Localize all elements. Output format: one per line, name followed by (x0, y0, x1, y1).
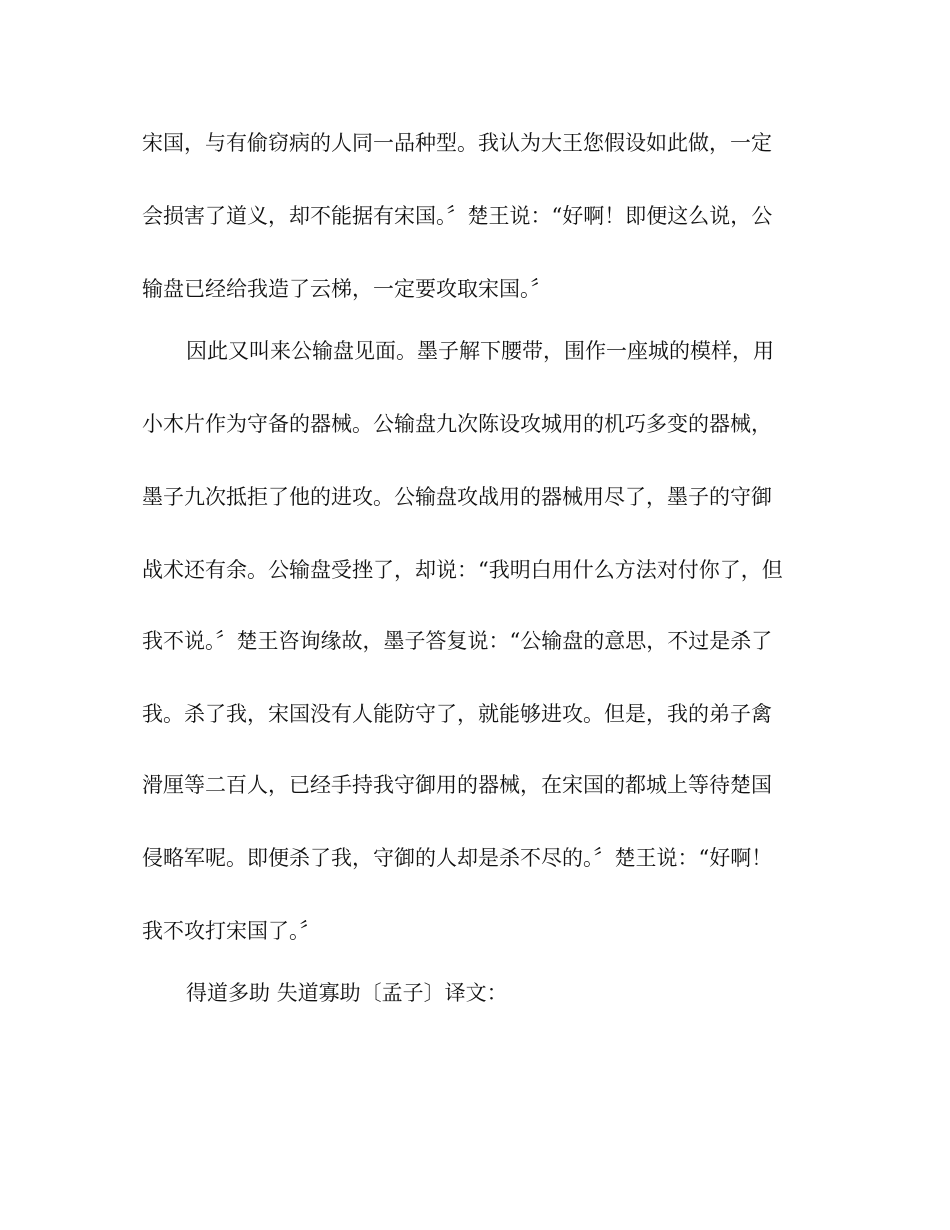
paragraph-start-line: 因此又叫来公输盘见面。墨子解下腰带，围作一座城的模样，用 (186, 339, 774, 363)
text-line-8: 我不说。〞楚王咨询缘故，墨子答复说：“公输盘的意思，不过是杀了 (142, 629, 773, 653)
section-heading: 得道多助 失道寡助〔孟子〕译文： (186, 981, 508, 1005)
text-line-12: 我不攻打宋国了。〞 (142, 919, 321, 943)
text-line-2: 会损害了道义，却不能据有宋国。〞楚王说：“好啊！即便这么说，公 (142, 204, 773, 228)
text-line-1: 宋国，与有偷窃病的人同一品种型。我认为大王您假设如此做，一定 (142, 131, 772, 155)
text-line-6: 墨子九次抵拒了他的进攻。公输盘攻战用的器械用尽了，墨子的守御 (142, 485, 772, 509)
text-line-3: 输盘已经给我造了云梯，一定要攻取宋国。〞 (142, 277, 552, 301)
text-line-11: 侵略军呢。即便杀了我，守御的人却是杀不尽的。〞楚王说：“好啊！ (142, 846, 773, 870)
text-line-10: 滑厘等二百人，已经手持我守御用的器械，在宋国的都城上等待楚国 (142, 773, 772, 797)
text-line-5: 小木片作为守备的器械。公输盘九次陈设攻城用的机巧多变的器械， (142, 412, 772, 436)
text-line-7: 战术还有余。公输盘受挫了，却说：“我明白用什么方法对付你了，但 (142, 558, 783, 582)
text-line-9: 我。杀了我，宋国没有人能防守了，就能够进攻。但是，我的弟子禽 (142, 702, 772, 726)
